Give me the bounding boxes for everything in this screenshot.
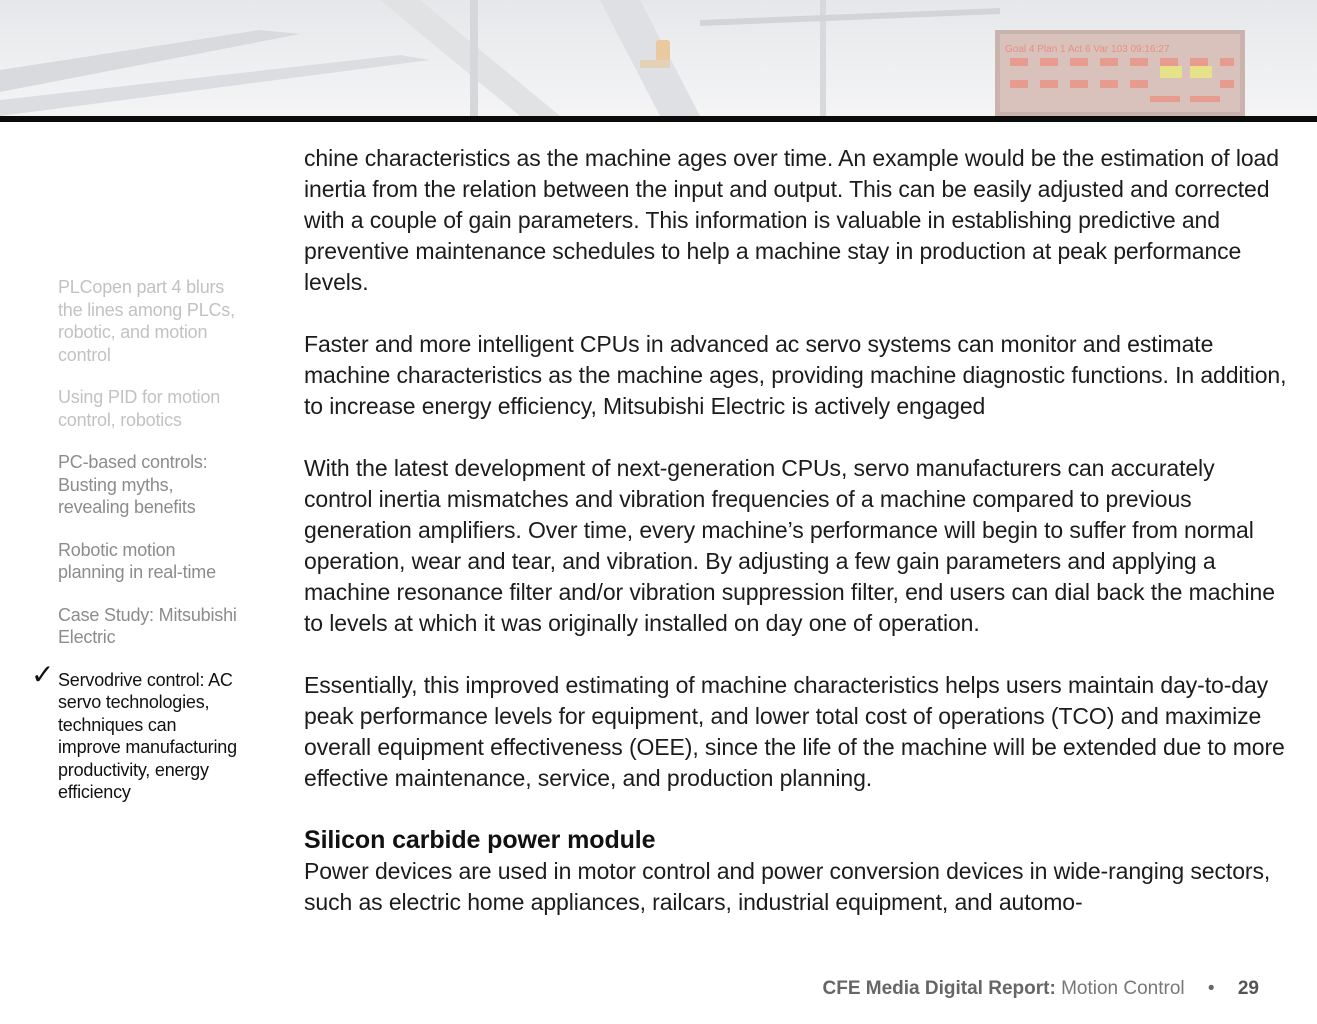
sidebar-item-pid[interactable]: [58, 386, 238, 431]
checkmark-icon: ✓: [31, 657, 55, 691]
header-rule: [0, 116, 1317, 122]
sidebar-item-label: PC-based controls: Busting myths, revealing benefits: [58, 452, 208, 517]
separator: •: [1207, 978, 1215, 999]
body-paragraph: Essentially, this improved estimating of machine characteristics helps users maintain day-to-day peak performance levels for equipment, and lower total cost of operations (TCO) and maximize overall equipment effectiveness (OEE), since the life of the machine will be extended due to more effective maintenance, service, and production planning.: [304, 672, 1285, 791]
body-paragraph: Faster and more intelligent CPUs in advanced ac servo systems can monitor and estimate machine characteristics as the machine ages, providing machine diagnostic functions. In addition, to increase energy efficiency, Mitsubishi Electric is actively engaged: [304, 331, 1287, 419]
publication-name: CFE Media Digital Report:: [822, 978, 1056, 999]
header-banner-image: [0, 0, 1317, 116]
sidebar-item-label: Using PID for motion control, robotics: [58, 387, 221, 430]
body-paragraph: With the latest development of next-generation CPUs, servo manufacturers can accurately control inertia mismatches and vibration frequencies of a machine compared to previous generation amplifiers. Over time, every machine’s performance will begin to suffer from normal operation, wear and tear, and vibration. By adjusting a few gain parameters and applying a machine resonance filter and/or vibration suppression filter, end users can dial back the machine to levels at which it was originally installed on day one of operation.: [304, 455, 1275, 636]
article-body: [304, 143, 1289, 918]
article-sidebar-nav: [31, 276, 238, 824]
factory-ceiling-photo: [0, 0, 1317, 116]
sidebar-item-pc-based-controls[interactable]: [58, 451, 238, 519]
section-name: Motion Control: [1061, 978, 1185, 999]
sidebar-item-label: Robotic motion planning in real-time: [58, 539, 216, 582]
sidebar-item-plcopen[interactable]: [58, 276, 238, 366]
sidebar-item-label: Servodrive control: AC servo technologies, techniques can improve manufacturing productivity, energy efficiency: [58, 669, 237, 802]
sidebar-item-label: Case Study: Mitsubishi Electric: [58, 604, 237, 647]
section-heading: Silicon carbide power module: [304, 826, 656, 854]
page-footer: [823, 978, 1260, 1000]
body-paragraph: Power devices are used in motor control and power conversion devices in wide-ranging sectors, such as electric home appliances, railcars, industrial equipment, and automo-: [304, 858, 1271, 915]
sidebar-item-case-study[interactable]: [58, 604, 238, 649]
body-paragraph: chine characteristics as the machine ages over time. An example would be the estimation of load inertia from the relation between the input and output. This can be easily adjusted and corrected with a couple of gain parameters. This information is valuable in establishing predictive and preventive maintenance schedules to help a machine stay in production at peak performance levels.: [304, 145, 1279, 295]
banner-display-text: Goal 4 Plan 1 Act 6 Var 103 09:16:27: [1005, 44, 1170, 55]
sidebar-item-servodrive-control[interactable]: [31, 657, 238, 804]
page-number: 29: [1237, 978, 1259, 999]
sidebar-item-label: PLCopen part 4 blurs the lines among PLCs, robotic, and motion control: [58, 277, 235, 365]
sidebar-item-robotic-motion[interactable]: [58, 539, 238, 584]
